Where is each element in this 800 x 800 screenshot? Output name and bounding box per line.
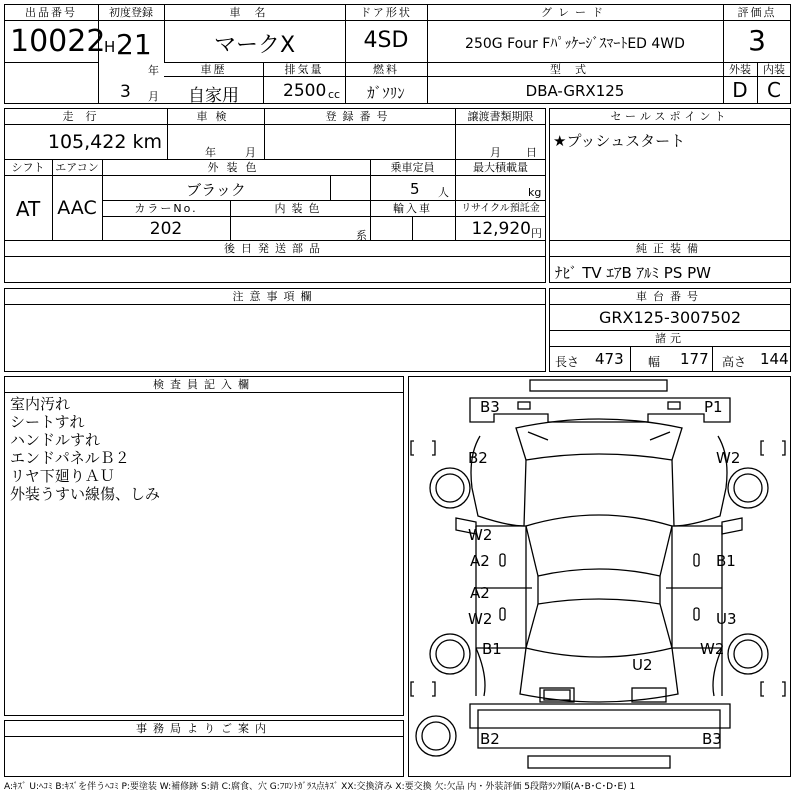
inspector-note: エンドパネルＢ２ <box>10 449 130 467</box>
mileage-label: 走行 <box>62 110 109 123</box>
capacity: 5 <box>410 180 420 198</box>
history-label: 車歴 <box>200 63 227 76</box>
grade: 250G Four FﾊﾟｯｹｰｼﾞｽﾏｰﾄED 4WD <box>465 36 685 52</box>
first-reg-month: 3 <box>120 82 131 102</box>
color-label: 外装色 <box>207 161 265 174</box>
transfer-month-unit: 月 <box>490 146 501 159</box>
car-diagram <box>408 376 791 777</box>
specs-label: 諸元 <box>655 332 685 345</box>
model-label: 型式 <box>550 63 600 76</box>
mark-rear-door-left-top: A2 <box>470 584 490 602</box>
lot-number: 10022 <box>10 24 106 59</box>
recycle-label: リサイクル預託金 <box>461 203 540 214</box>
legend: A:ｷｽﾞ U:ﾍｺﾐ B:ｷｽﾞを伴うﾍｺﾐ P:要塗装 W:補修跡 S:錆 C:腐食、穴 G:ﾌﾛﾝﾄｶﾞﾗｽ点ｷｽﾞ XX:交換済み X:要交換 欠:欠品 内・外装評価 5段階ﾗﾝｸ順(A･B･C･D･E) 1 <box>4 782 636 792</box>
mark-front-door-right: B1 <box>716 552 736 570</box>
displacement: 2500 <box>283 81 327 101</box>
mark-front-door-left-bottom: A2 <box>470 552 490 570</box>
exterior-label: 外装 <box>729 63 751 76</box>
fuel: ｶﾞｿﾘﾝ <box>367 84 405 102</box>
shift-label: シフト <box>11 161 45 174</box>
fuel-label: 燃料 <box>373 63 399 76</box>
height-label: 高さ <box>722 355 747 369</box>
shift: AT <box>15 197 41 221</box>
mileage: 105,422 km <box>47 131 162 153</box>
inspection-year-unit: 年 <box>205 146 216 159</box>
length-label: 長さ <box>555 355 580 369</box>
first-reg-year: 21 <box>116 28 152 61</box>
interior-color-label: 内装色 <box>274 202 326 215</box>
plate-label: 登録番号 <box>325 110 394 123</box>
interior-grade: C <box>767 78 781 102</box>
mark-fender-left: B2 <box>468 449 488 467</box>
width-label: 幅 <box>648 355 661 369</box>
color-no: 202 <box>149 219 183 239</box>
inspector-note: シートすれ <box>10 413 85 431</box>
capacity-unit: 人 <box>438 186 449 199</box>
chassis-label: 車台番号 <box>636 290 704 303</box>
mark-front-left: B3 <box>480 398 500 416</box>
mark-rear-door-left-bottom: W2 <box>468 610 493 628</box>
ac: AAC <box>57 197 97 219</box>
lot-label: 出品番号 <box>25 6 77 19</box>
inspector-notes <box>10 395 160 503</box>
mark-front-door-left-top: W2 <box>468 526 493 544</box>
interior-label: 内装 <box>763 63 785 76</box>
width-value: 177 <box>680 350 709 368</box>
inspector-note: 室内汚れ <box>10 395 71 413</box>
year-unit: 年 <box>148 64 159 77</box>
recycle-unit: 円 <box>531 227 542 240</box>
inspection-label: 車検 <box>196 110 235 123</box>
transfer-label: 譲渡書類期限 <box>467 110 534 123</box>
office-label: 事務局よりご案内 <box>136 722 272 735</box>
inspector-note: リヤ下廻りＡＵ <box>10 467 115 485</box>
exterior-grade: D <box>732 78 748 102</box>
color-no-label: カラーNo. <box>134 202 198 215</box>
mark-front-right: P1 <box>704 398 723 416</box>
equipment-text: ﾅﾋﾞ TV ｴｱB ｱﾙﾐ PS PW <box>555 264 711 282</box>
load-unit: kg <box>528 186 542 199</box>
mark-rear-right: B3 <box>702 730 722 748</box>
recycle-fee: 12,920 <box>471 219 531 239</box>
equipment-label: 純正装備 <box>636 242 704 255</box>
car-name-label: 車名 <box>229 6 280 19</box>
first-reg-label: 初度登録 <box>109 6 153 19</box>
month-unit: 月 <box>148 90 159 103</box>
import-label: 輸入車 <box>393 202 432 215</box>
mark-trunk: U2 <box>632 656 653 674</box>
height-value: 144 <box>760 350 789 368</box>
grade-label: グレード <box>541 6 609 19</box>
sales-point-text: ★プッシュスタート <box>553 132 686 150</box>
load-label: 最大積載量 <box>473 161 528 174</box>
color: ブラック <box>186 181 246 199</box>
mark-fender-right: W2 <box>716 449 741 467</box>
notes-label: 注意事項欄 <box>232 290 318 303</box>
capacity-label: 乗車定員 <box>390 161 435 174</box>
later-parts-label: 後日発送部品 <box>224 242 326 255</box>
ac-label: エアコン <box>55 161 99 174</box>
length-value: 473 <box>595 350 624 368</box>
door-type: 4SD <box>363 28 409 53</box>
score-label: 評価点 <box>737 6 777 19</box>
inspector-note: 外装うすい線傷、しみ <box>10 485 161 503</box>
displacement-label: 排気量 <box>284 63 324 76</box>
chassis-number: GRX125-3007502 <box>598 308 742 327</box>
mark-rear-left: B2 <box>480 730 500 748</box>
mark-quarter-left: B1 <box>482 640 502 658</box>
sales-point-label: セールスポイント <box>610 110 730 123</box>
car-name: マークX <box>213 33 296 58</box>
model: DBA-GRX125 <box>525 82 625 100</box>
inspector-label: 検査員記入欄 <box>153 378 255 391</box>
door-label: ドア形状 <box>360 6 412 19</box>
history: 自家用 <box>188 86 239 106</box>
displacement-unit: cc <box>328 88 341 101</box>
score: 3 <box>748 24 766 57</box>
interior-color-unit: 系 <box>356 229 367 242</box>
inspector-note: ハンドルすれ <box>10 431 101 449</box>
mark-rear-door-right: U3 <box>716 610 737 628</box>
era: H <box>104 38 116 56</box>
mark-quarter-right: W2 <box>700 640 725 658</box>
inspection-month-unit: 月 <box>245 146 256 159</box>
transfer-day-unit: 日 <box>526 146 537 159</box>
